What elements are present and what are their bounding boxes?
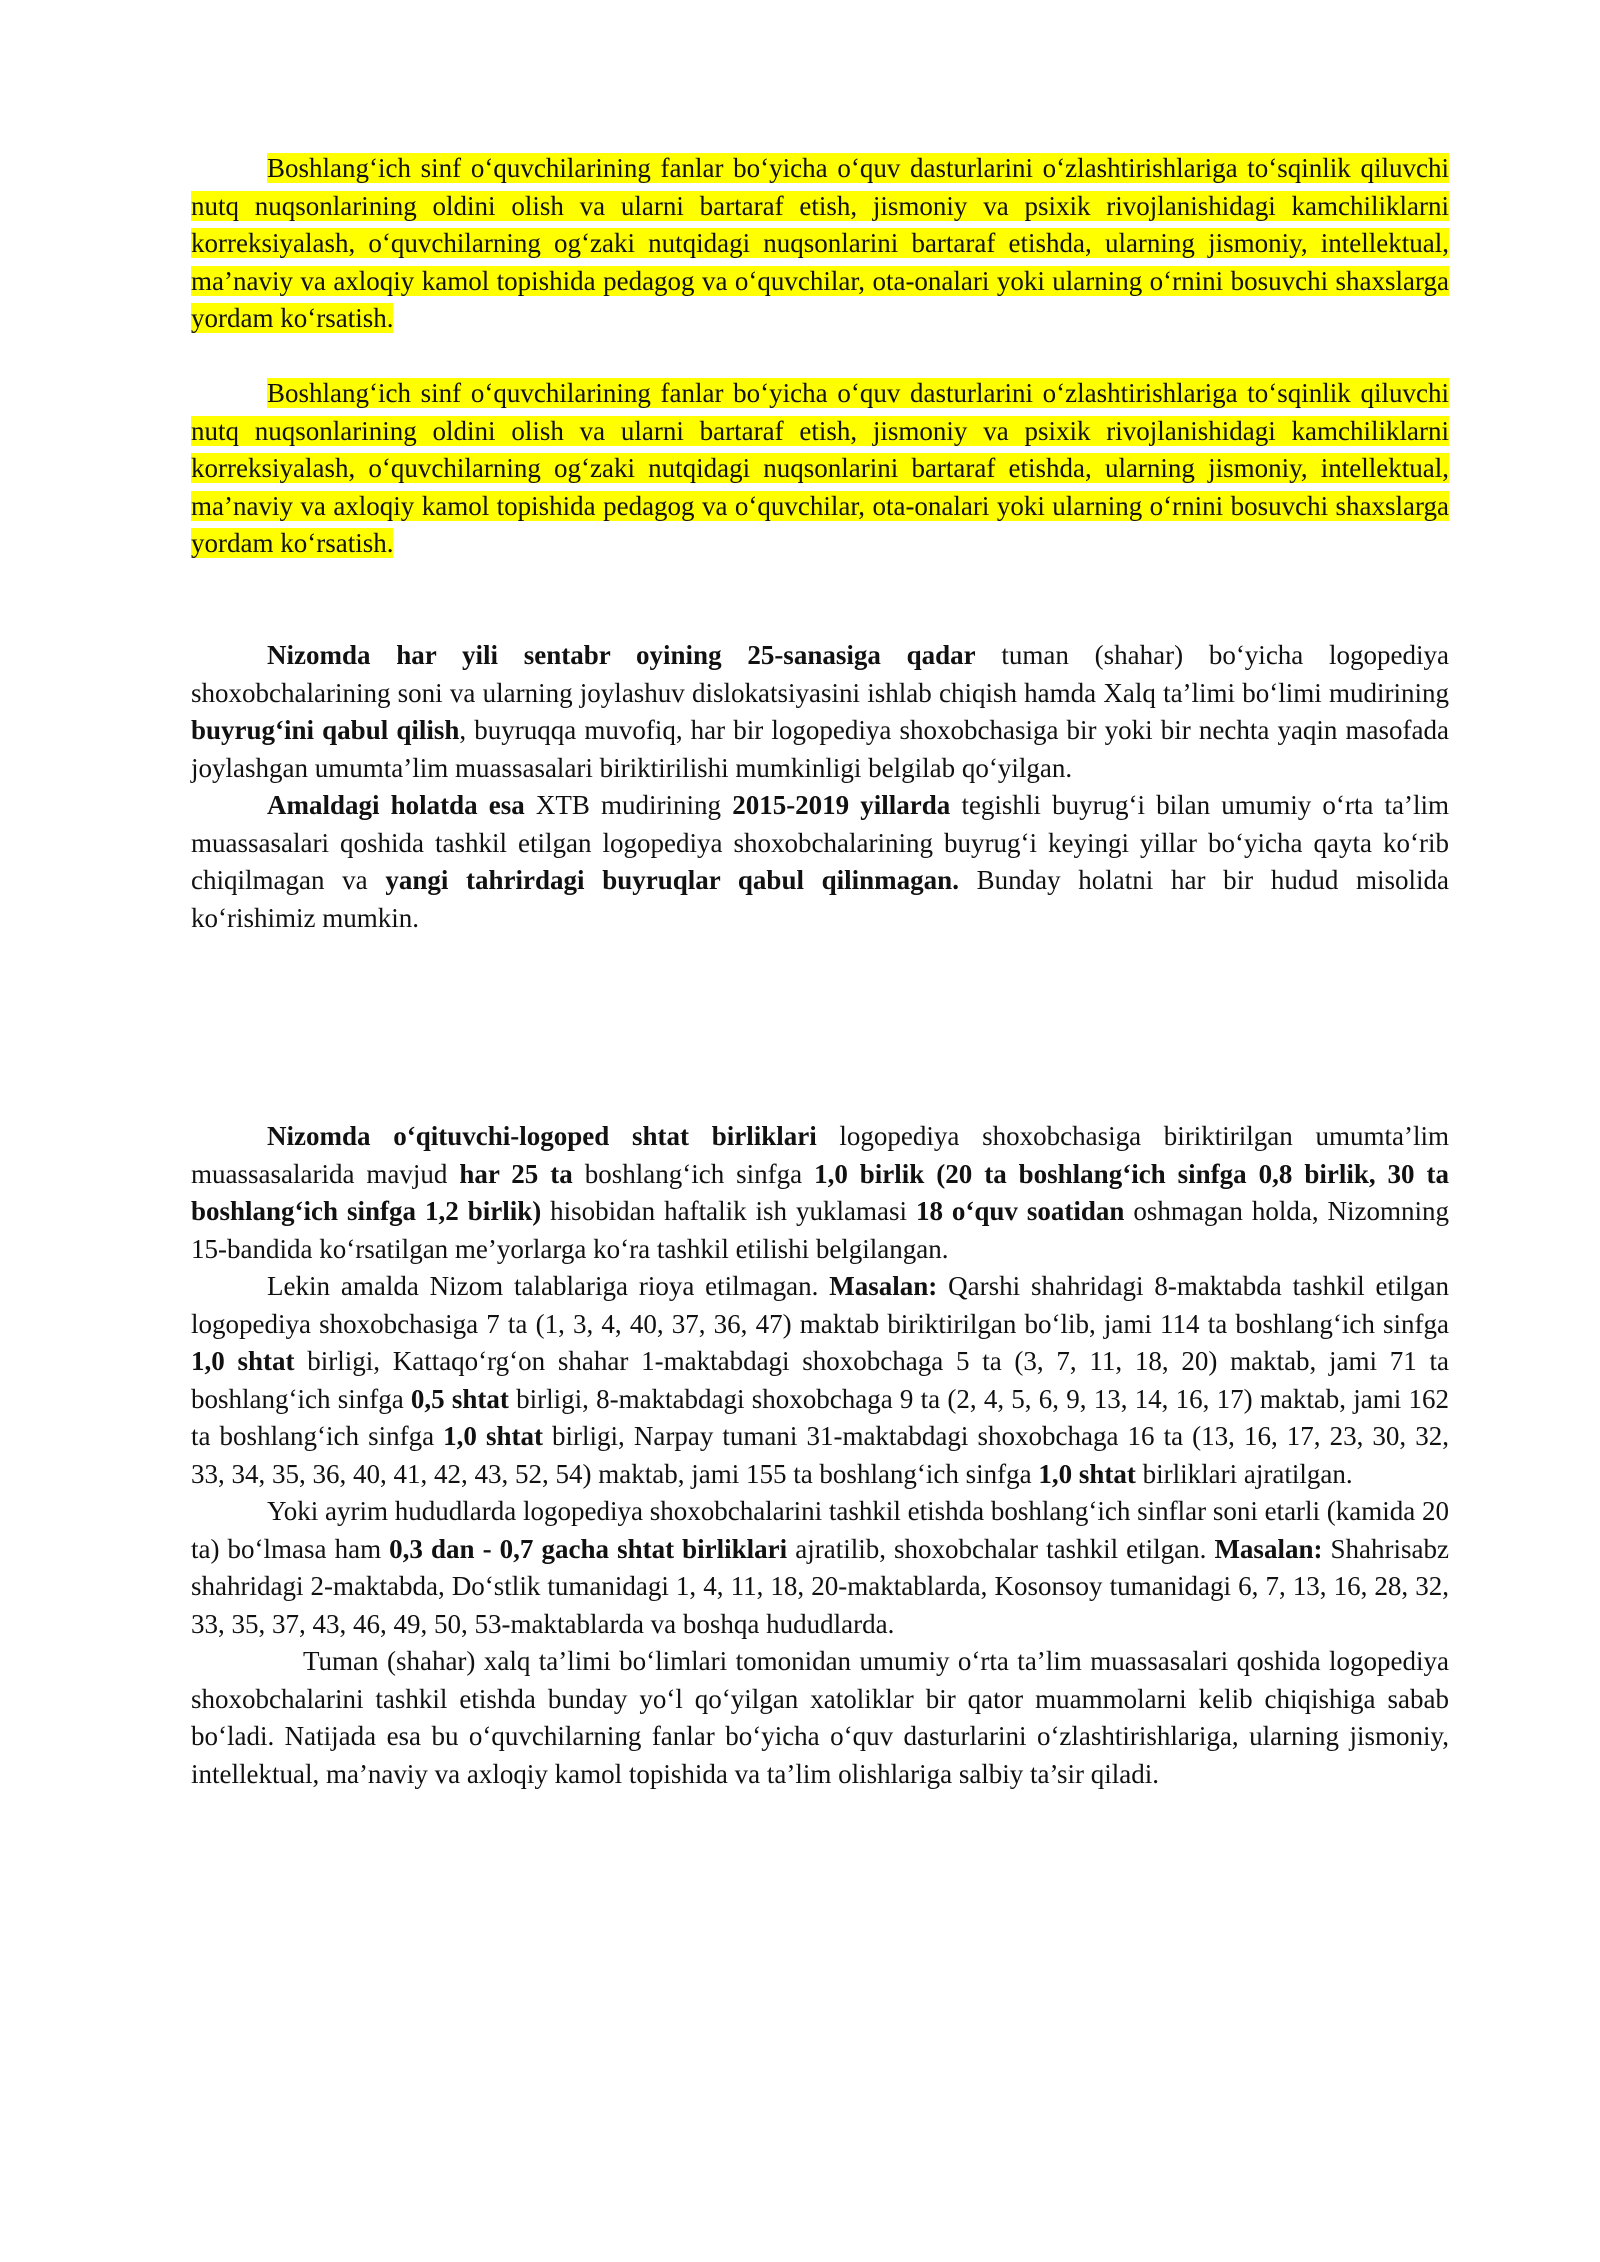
bold-text: 2015-2019 yillarda [732, 790, 951, 820]
body-text: Bunday holatni har bir hudud misolida ko‘rishimiz mumkin. [191, 865, 1449, 933]
body-text: Tuman (shahar) xalq ta’limi bo‘limlari tomonidan umumiy o‘rta ta’lim muassasalari qoshida logopediya shoxobchalarini tashkil etishda bunday yo‘l qo‘yilgan xatoliklar bir qator muammolarni kelib chiqishiga sabab bo‘ladi. Natijada esa bu o‘quvchilarning fanlar bo‘yicha o‘quv dasturlarini o‘zlashtirishlariga, ularning jismoniy, intellektual, ma’naviy va axloqiy kamol topishida va ta’lim olishlariga salbiy ta’sir qiladi. [191, 1646, 1449, 1789]
bold-text: 0,3 dan - 0,7 gacha shtat birliklari [389, 1533, 788, 1564]
highlighted-paragraph [191, 150, 1449, 338]
body-text: logopediya shoxobchasiga biriktirilgan umumta’lim muassasalarida mavjud [191, 1121, 1449, 1189]
bold-text: buyrug‘ini qabul qilish [191, 715, 460, 745]
body-text: birliklari ajratilgan. [1135, 1458, 1353, 1489]
body-text: Shahrisabz shahridagi 2-maktabda, Do‘stlik tumanidagi 1, 4, 11, 18, 20-maktablarda, Kosonsoy tumanidagi 6, 7, 13, 16, 28, 32, 33, 35, 37, 43, 46, 49, 50, 53-maktablarda va boshqa hududlarda. [191, 1533, 1449, 1639]
highlighted-paragraph-block-1 [191, 150, 1449, 338]
body-text: Yoki ayrim hududlarda logopediya shoxobchalarini tashkil etishda boshlang‘ich sinflar soni etarli (kamida 20 ta) bo‘lmasa ham [191, 1496, 1450, 1564]
body-text: ajratilib, shoxobchalar tashkil etilgan. [787, 1533, 1215, 1564]
bold-text: 1,0 shtat [191, 1346, 295, 1376]
bold-text: 1,0 birlik (20 ta boshlang‘ich sinfga 0,8 birlik, 30 ta boshlang‘ich sinfga 1,2 birlik) [191, 1158, 1449, 1226]
body-text: tuman (shahar) bo‘yicha logopediya shoxobchalarining soni va ularning joylashuv dislokatsiyasini ishlab chiqish hamda Xalq ta’limi bo‘limi mudirining [191, 640, 1450, 708]
bold-text: Masalan: [829, 1271, 938, 1301]
paragraph-partial-units [191, 1493, 1449, 1643]
highlighted-text: Boshlang‘ich sinf o‘quvchilarining fanlar bo‘yicha o‘quv dasturlarini o‘zlashtirishlariga to‘sqinlik qiluvchi nutq nuqsonlarining oldini olish va ularni bartaraf etish, jismoniy va psixik rivojlanishidagi kamchiliklarni korreksiyalash, o‘quvchilarning og‘zaki nutqidagi nuqsonlarini bartaraf etishda, ularning jismoniy, intellektual, ma’naviy va axloqiy kamol topishida pedagog va o‘quvchilar, ota-onalari yoki ularning o‘rnini bosuvchi shaxslarga yordam ko‘rsatish. [191, 153, 1449, 333]
body-text: Qarshi shahridagi 8-maktabda tashkil etilgan logopediya shoxobchasiga 7 ta (1, 3, 4, 40, 37, 36, 47) maktab biriktirilgan bo‘lib, jami 114 ta boshlang‘ich sinfga [191, 1271, 1449, 1339]
staff-units-section [191, 1118, 1449, 1793]
body-text: tegishli buyrug‘i bilan umumiy o‘rta ta’lim muassasalari qoshida tashkil etilgan logopediya shoxobchalarining buyrug‘i keyingi yillar bo‘yicha qayta ko‘rib chiqilmagan va [191, 790, 1450, 895]
bold-text: 18 o‘quv soatidan [915, 1196, 1125, 1226]
paragraph-consequences [191, 1643, 1449, 1793]
nizom-dislocation-section [191, 637, 1449, 937]
paragraph-nizom-deadline [191, 637, 1449, 787]
bold-text: Nizomda har yili sentabr oyining 25-sanasiga qadar [267, 640, 976, 670]
body-text: hisobidan haftalik ish yuklamasi [541, 1196, 916, 1226]
body-text: oshmagan holda, Nizomning 15-bandida ko‘rsatilgan me’yorlarga ko‘ra tashkil etilishi belgilangan. [191, 1196, 1450, 1264]
paragraph-staff-units [191, 1118, 1449, 1268]
bold-text: 1,0 shtat [1038, 1458, 1136, 1489]
highlighted-paragraph-block-2 [191, 375, 1449, 563]
body-text: Lekin amalda Nizom talablariga rioya etilmagan. [267, 1271, 830, 1301]
highlighted-text: Boshlang‘ich sinf o‘quvchilarining fanlar bo‘yicha o‘quv dasturlarini o‘zlashtirishlariga to‘sqinlik qiluvchi nutq nuqsonlarining oldini olish va ularni bartaraf etish, jismoniy va psixik rivojlanishidagi kamchiliklarni korreksiyalash, o‘quvchilarning og‘zaki nutqidagi nuqsonlarini bartaraf etishda, ularning jismoniy, intellektual, ma’naviy va axloqiy kamol topishida pedagog va o‘quvchilar, ota-onalari yoki ularning o‘rnini bosuvchi shaxslarga yordam ko‘rsatish. [191, 378, 1449, 558]
highlighted-paragraph [191, 375, 1449, 563]
paragraph-current-state [191, 787, 1449, 937]
bold-text: Nizomda o‘qituvchi-logoped shtat birliklari [267, 1121, 817, 1151]
bold-text: 1,0 shtat [443, 1421, 543, 1451]
bold-text: yangi tahrirdagi buyruqlar qabul qilinmagan. [385, 865, 959, 895]
body-text: birligi, Narpay tumani 31-maktabdagi shoxobchaga 16 ta (13, 16, 17, 23, 30, 32, 33, 34, 35, 36, 40, 41, 42, 43, 52, 54) maktab, jami 155 ta boshlang‘ich sinfga [191, 1421, 1449, 1489]
body-text: XTB mudirining [524, 790, 733, 820]
body-text: boshlang‘ich sinfga [572, 1158, 815, 1189]
paragraph-examples-violations [191, 1268, 1449, 1493]
body-text: birligi, Kattaqo‘rg‘on shahar 1-maktabdagi shoxobchaga 5 ta (3, 7, 11, 18, 20) maktab, jami 71 ta boshlang‘ich sinfga [191, 1346, 1449, 1414]
bold-text: 0,5 shtat [410, 1383, 509, 1414]
bold-text: Amaldagi holatda esa [267, 790, 525, 820]
bold-text: Masalan: [1214, 1533, 1323, 1564]
bold-text: har 25 ta [459, 1158, 573, 1189]
body-text: , buyruqqa muvofiq, har bir logopediya shoxobchasiga bir yoki bir nechta yaqin masofada joylashgan umumta’lim muassasalari biriktirilishi mumkinligi belgilab qo‘yilgan. [191, 715, 1449, 783]
body-text: birligi, 8-maktabdagi shoxobchaga 9 ta (2, 4, 5, 6, 9, 13, 14, 16, 17) maktab, jami 162 ta boshlang‘ich sinfga [191, 1383, 1449, 1451]
